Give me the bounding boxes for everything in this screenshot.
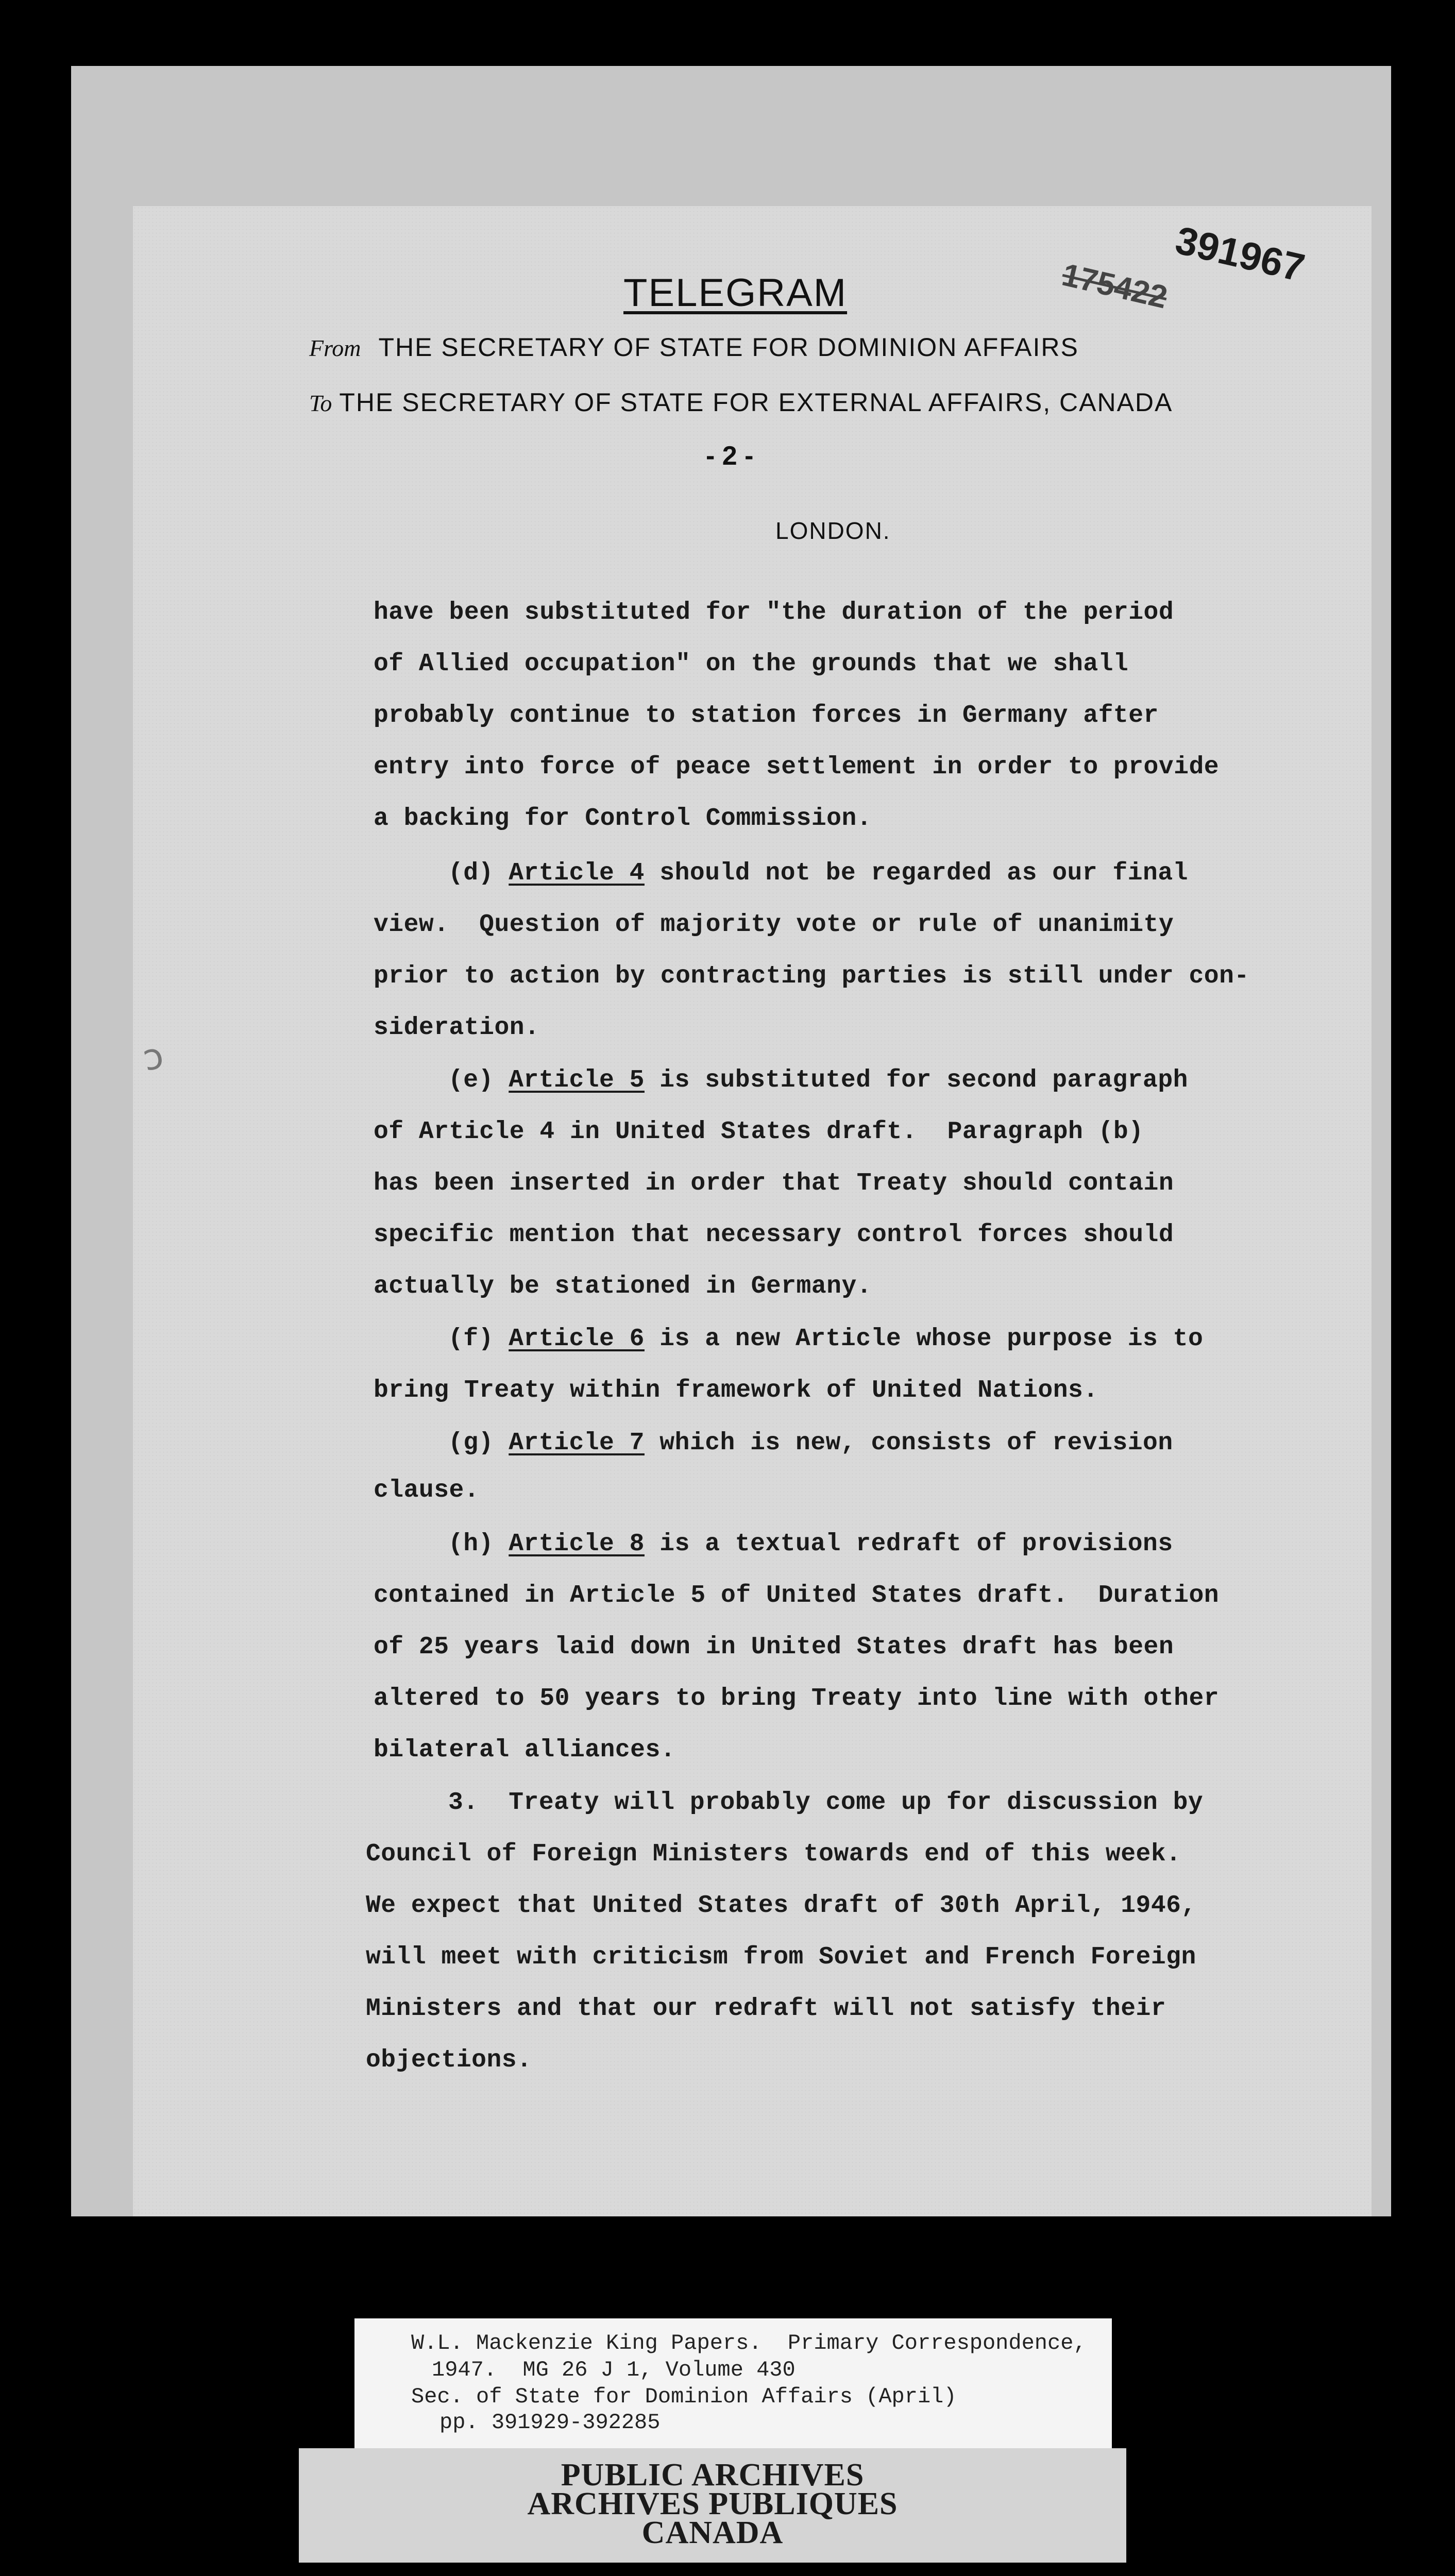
body-line: clause. bbox=[374, 1477, 480, 1504]
stamp-number: 391967 bbox=[1171, 218, 1309, 291]
catalog-line: pp. 391929-392285 bbox=[439, 2410, 661, 2435]
paragraph-d-marker: (d) bbox=[448, 859, 509, 887]
telegram-title: TELEGRAM bbox=[623, 271, 848, 315]
to-line bbox=[309, 387, 1173, 417]
from-line bbox=[309, 332, 1079, 362]
body-line: of Allied occupation" on the grounds that we shall bbox=[374, 650, 1129, 678]
body-line: view. Question of majority vote or rule of unanimity bbox=[374, 911, 1174, 939]
paragraph-g-line bbox=[448, 1429, 1173, 1457]
article-7-ref: Article 7 bbox=[509, 1429, 645, 1457]
body-line: will meet with criticism from Soviet and French Foreign bbox=[366, 1943, 1196, 1971]
from-text: THE SECRETARY OF STATE FOR DOMINION AFFAIRS bbox=[378, 333, 1079, 362]
body-line: has been inserted in order that Treaty should contain bbox=[374, 1170, 1174, 1197]
article-6-ref: Article 6 bbox=[509, 1325, 645, 1353]
paragraph-h-line bbox=[448, 1530, 1173, 1558]
article-8-ref: Article 8 bbox=[509, 1530, 645, 1558]
body-line: 3. Treaty will probably come up for discussion by bbox=[448, 1789, 1204, 1817]
paragraph-h-marker: (h) bbox=[448, 1530, 509, 1558]
archives-label bbox=[299, 2448, 1126, 2563]
body-line: probably continue to station forces in Germany after bbox=[374, 702, 1159, 730]
margin-mark: ↄ bbox=[139, 1033, 167, 1080]
place-line: LONDON. bbox=[775, 517, 891, 544]
body-line: bilateral alliances. bbox=[374, 1736, 676, 1764]
archives-line: CANADA bbox=[641, 2515, 784, 2550]
body-line: specific mention that necessary control forces should bbox=[374, 1221, 1174, 1249]
paragraph-h-text: is a textual redraft of provisions bbox=[644, 1530, 1173, 1558]
catalog-line: Sec. of State for Dominion Affairs (April) bbox=[411, 2384, 957, 2409]
paragraph-f-line bbox=[448, 1325, 1203, 1353]
body-line: actually be stationed in Germany. bbox=[374, 1273, 872, 1300]
page-marker: - 2 - bbox=[706, 441, 754, 471]
paragraph-d-line bbox=[448, 859, 1188, 887]
body-line: bring Treaty within framework of United Nations. bbox=[374, 1377, 1098, 1404]
from-label: From bbox=[309, 335, 361, 361]
body-line: We expect that United States draft of 30th April, 1946, bbox=[366, 1892, 1196, 1920]
to-label: To bbox=[309, 390, 332, 416]
article-4-ref: Article 4 bbox=[509, 859, 645, 887]
stamp-number-old: 175422 bbox=[1058, 257, 1171, 316]
to-text: THE SECRETARY OF STATE FOR EXTERNAL AFFAIRS, CANADA bbox=[339, 388, 1173, 417]
body-line: of 25 years laid down in United States draft has been bbox=[374, 1633, 1174, 1661]
paragraph-e-text: is substituted for second paragraph bbox=[644, 1066, 1188, 1094]
paragraph-e-line bbox=[448, 1066, 1188, 1094]
body-line: of Article 4 in United States draft. Paragraph (b) bbox=[374, 1118, 1144, 1146]
body-line: prior to action by contracting parties is still under con- bbox=[374, 962, 1249, 990]
body-line: have been substituted for "the duration of the period bbox=[374, 599, 1174, 626]
catalog-card bbox=[354, 2318, 1112, 2468]
article-5-ref: Article 5 bbox=[509, 1066, 645, 1094]
archives-line: PUBLIC ARCHIVES bbox=[561, 2458, 865, 2493]
catalog-line: 1947. MG 26 J 1, Volume 430 bbox=[432, 2358, 796, 2382]
body-line: altered to 50 years to bring Treaty into line with other bbox=[374, 1685, 1220, 1713]
body-line: contained in Article 5 of United States draft. Duration bbox=[374, 1582, 1220, 1609]
body-line: a backing for Control Commission. bbox=[374, 805, 872, 833]
catalog-line: W.L. Mackenzie King Papers. Primary Correspondence, bbox=[411, 2331, 1087, 2355]
paragraph-e-marker: (e) bbox=[448, 1066, 509, 1094]
paragraph-d-text: should not be regarded as our final bbox=[644, 859, 1188, 887]
body-line: objections. bbox=[366, 2046, 532, 2074]
archives-line: ARCHIVES PUBLIQUES bbox=[527, 2486, 898, 2521]
body-line: Council of Foreign Ministers towards end of this week. bbox=[366, 1840, 1181, 1868]
paragraph-g-marker: (g) bbox=[448, 1429, 509, 1457]
paragraph-f-marker: (f) bbox=[448, 1325, 509, 1353]
body-line: sideration. bbox=[374, 1014, 540, 1042]
body-line: Ministers and that our redraft will not satisfy their bbox=[366, 1995, 1166, 2023]
paragraph-f-text: is a new Article whose purpose is to bbox=[644, 1325, 1204, 1353]
paragraph-g-text: which is new, consists of revision bbox=[644, 1429, 1173, 1457]
body-line: entry into force of peace settlement in order to provide bbox=[374, 753, 1220, 781]
